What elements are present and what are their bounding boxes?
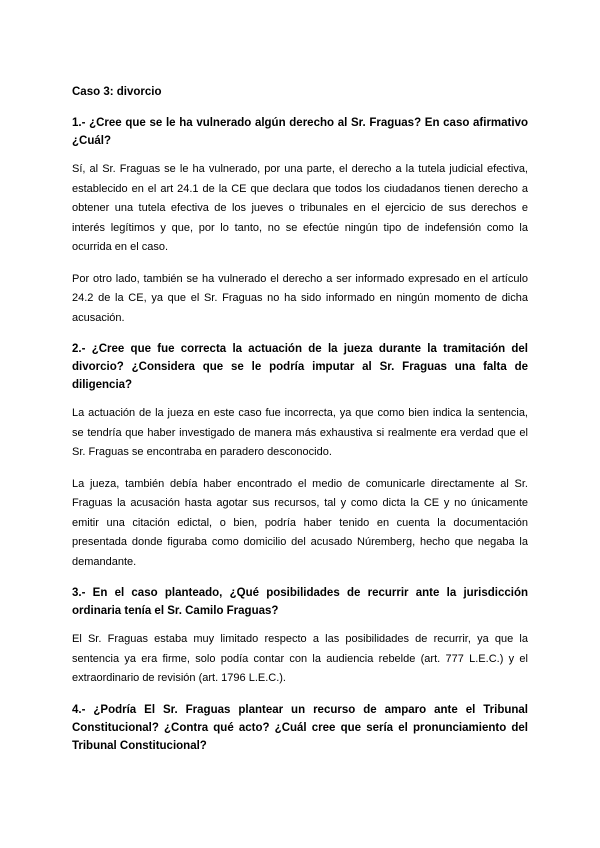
answer-2-paragraph-2: La jueza, también debía haber encontrado el medio de comunicarle directamente al Sr. Fraguas la acusación hasta agotar sus recursos, tal y como dicta la CE y no únicamente emitir una citación edictal, o bien, podría haber tenido en cuenta la documentación presentada donde figuraba como domicilio del acusado Núremberg, hecho que negaba la demandante. xyxy=(72,477,528,568)
question-1: 1.- ¿Cree que se le ha vulnerado algún derecho al Sr. Fraguas? En caso afirmativo ¿Cuál? xyxy=(72,117,528,147)
answer-2-paragraph-1: La actuación de la jueza en este caso fue incorrecta, ya que como bien indica la sentencia, se tendría que haber investigado de manera más exhaustiva si realmente era verdad que el Sr. Fraguas se encontraba en paradero desconocido. xyxy=(72,407,528,458)
answer-3-paragraph-1: El Sr. Fraguas estaba muy limitado respecto a las posibilidades de recurrir, ya que la sentencia ya era firme, solo podía contar con la audiencia rebelde (art. 777 L.E.C.) y el extraordinario de revisión (art. 1796 L.E.C.). xyxy=(72,633,528,684)
question-3: 3.- En el caso planteado, ¿Qué posibilidades de recurrir ante la jurisdicción ordinaria tenía el Sr. Camilo Fraguas? xyxy=(72,587,528,617)
section-4 xyxy=(72,701,528,755)
section-3 xyxy=(72,584,528,689)
document-content xyxy=(72,84,528,765)
section-2 xyxy=(72,340,528,572)
document-title: Caso 3: divorcio xyxy=(72,86,162,98)
answer-1-paragraph-2: Por otro lado, también se ha vulnerado el derecho a ser informado expresado en el artículo 24.2 de la CE, ya que el Sr. Fraguas no ha sido informado en ningún momento de dicha acusación. xyxy=(72,272,528,324)
answer-1-paragraph-1: Sí, al Sr. Fraguas se le ha vulnerado, por una parte, el derecho a la tutela judicial efectiva, establecido en el art 24.1 de la CE que declara que todos los ciudadanos tienen derecho a obtener una tutela efectiva de los jueves o tribunales en el ejercicio de sus derechos e interés legítimos y que, por lo tanto, no se efectúe ningún tipo de indefensión como la ocurrida en el caso. xyxy=(72,163,528,253)
question-2: 2.- ¿Cree que fue correcta la actuación de la jueza durante la tramitación del divorcio? ¿Considera que se le podría imputar al Sr. Fraguas una falta de diligencia? xyxy=(72,343,528,391)
section-1 xyxy=(72,114,528,328)
question-4: 4.- ¿Podría El Sr. Fraguas plantear un recurso de amparo ante el Tribunal Constitucional? ¿Contra qué acto? ¿Cuál cree que sería el pronunciamiento del Tribunal Constitucional? xyxy=(72,703,528,752)
